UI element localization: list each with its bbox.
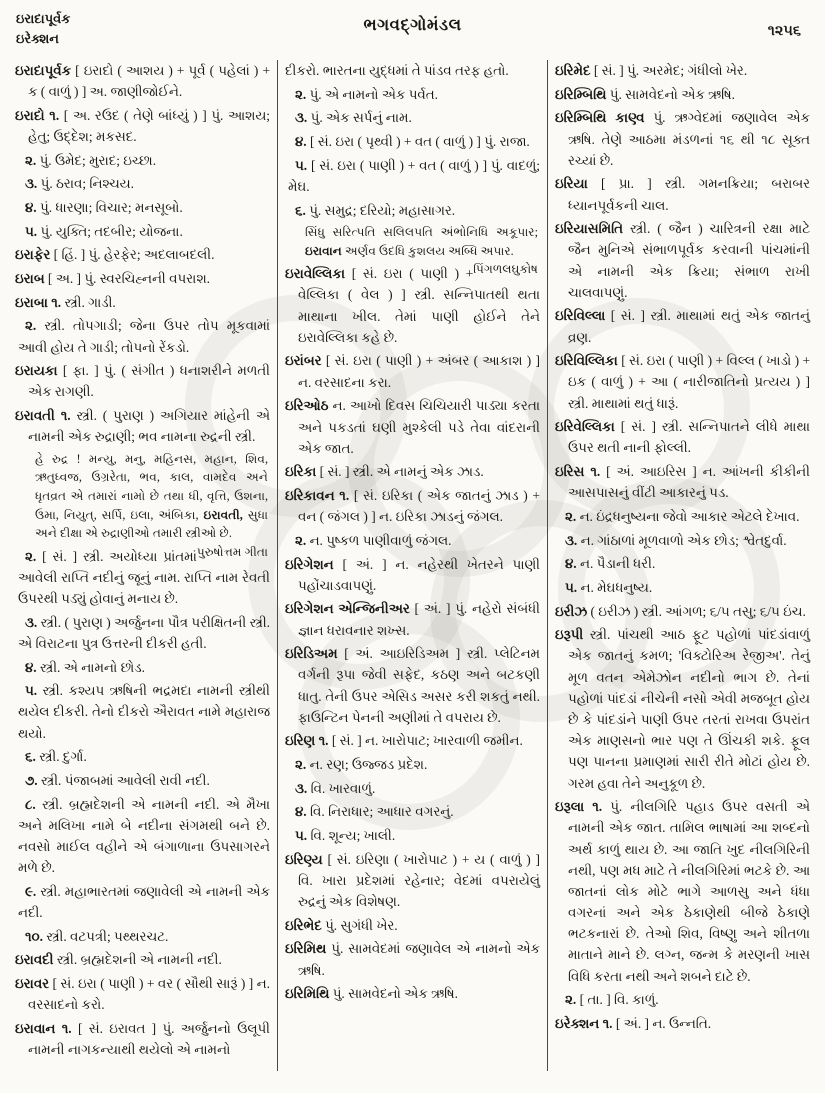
text-run: પું. સમુદ્ર; દરિયો; મહાસાગર. (305, 202, 456, 218)
headword-bold: ઇરિવિલ્લિકા (555, 353, 618, 369)
dictionary-entry (15, 405, 270, 447)
text-run: [ અં. આઇરિસ ] ન. આંખની કીકીની આસપાસનું વીંટી આકારનું પડ. (568, 464, 810, 501)
entry-sense (15, 926, 270, 947)
text-run: સ્ત્રી. ( જૈન ) ચારિત્રની રક્ષા માટે જૈન મુનિએ સંભાળપૂર્વક કરવાની પાંચમાંની એ નામની એક ક્રિયા; સંભાળ રાખી ચાલવાપણું. (568, 221, 810, 300)
text-run: સ્ત્રી. દુર્ગા. (35, 749, 87, 765)
entry-sense (555, 553, 810, 574)
dictionary-entry (15, 973, 270, 1015)
dictionary-entry (15, 105, 270, 147)
dictionary-entry (285, 938, 540, 980)
headword-bold: ૨. (25, 318, 37, 334)
text-run: [ અ. રઉદ ( તેણે બાંધ્યું ) ] પું. આશય; હેતુ; ઉદ્દેશ; મકસદ. (28, 107, 271, 145)
text-run: [ સં. ઇરા ( પૃથ્વી ) + વત ( વાળું ) ] પું. રાજા. (306, 134, 530, 150)
dictionary-entry (15, 60, 270, 102)
headword-bold: ઇરૂલા ૧. (555, 799, 603, 815)
headword-bold: ૬. (295, 202, 306, 218)
headword-bold: ઇરિવિલ્લા (555, 308, 606, 324)
headword-bold: ઇરિગેશન એન્જિનીઅર (285, 601, 410, 617)
text-run: [ ફા. ] પું. ( સંગીત ) ધનાશરીને મળતી એક રાગણી. (28, 363, 270, 400)
verse-attribution: પિંગળલઘુકોષ (473, 262, 538, 277)
text-run: વિ. નિરાધાર; આધાર વગરનું. (306, 804, 454, 820)
text-run: [ સં. ] સ્ત્રી. સન્નિપાતને લીધે માથા ઉપર થતી નાની ફોલ્લી. (568, 419, 810, 456)
dictionary-entry (285, 554, 540, 596)
entry-sense (15, 770, 270, 791)
dictionary-entry (555, 461, 810, 503)
dictionary-entry (15, 268, 270, 289)
text-run: સ્ત્રી. પાંચથી આઠ ફૂટ પહોળાં પાંદડાંવાળું એક જાતનું કમળ; 'વિક્ટોરિઅ રેજીઅ'. તેનું મૂળ વતન એમેઝોન નદીનો ભાગ છે. તેનાં પહોળાં પાંદડાં નીચેની નસો એવી મજબૂત હોય છે કે પાંદડાંને પાણી ઉપર તરતાં રાખવા ઉપરાંત એક માણસનો ભાર પણ તે ઊંચકી શકે. ફૂલ પણ પાનના પ્રમાણમાં સારી રીતે મોટાં હોય છે. ગરમ હવા તેને અનુકૂળ છે. (568, 627, 810, 791)
entry-sense (15, 612, 270, 654)
entry-sense (15, 680, 270, 744)
dictionary-entry (555, 350, 810, 414)
dictionary-entry (555, 173, 810, 215)
entry-sense (285, 131, 540, 152)
text-run: સ્ત્રી. કશ્યપ ઋષિની ભદ્રમદા નામની સ્ત્રીથી થયેલ દીકરી. તેનો દીકરો ઐરાવત નામે મહારાજ થયો. (18, 683, 270, 741)
text-run: પું. સામવેદમાં જણાવેલ એ નામનો એક ઋષિ. (298, 941, 540, 978)
text-run: [ તા. ] વિ. કાળું. (576, 992, 659, 1008)
text-run: સ્ત્રી. ( પુરાણ ) અર્જુનના પૌત્ર પરીક્ષિતની સ્ત્રી. એ વિરાટના પુત્ર ઉત્તરની દીકરી હતી. (18, 614, 270, 651)
dictionary-entry (15, 292, 270, 313)
text-run: સ્ત્રી. ( પુરાણ ) અગિયાર માંહેની એ નામની એક રુદ્રાણી; ભવ નામના રુદ્રની સ્ત્રી. (28, 408, 271, 445)
page-number: ૧૨૫૬ (767, 23, 801, 39)
entry-sense (15, 794, 270, 879)
guide-word-last: ઇરેક્શન (16, 30, 59, 46)
text-run: સ્ત્રી. મહાભારતમાં જણાવેલી એ નામની એક નદી. (18, 883, 270, 920)
dictionary-entry (555, 416, 810, 458)
entry-sense (15, 881, 270, 923)
headword-bold: ૫. (25, 223, 38, 239)
headword-bold: ઇરિમેદ (555, 63, 591, 78)
text-run: [ સં. ઇરા ( પાણી ) + વેલ્લિકા ( વેલ ) ] સ્ત્રી. સન્નિપાતથી થતા માથાના ખીલ. તેમાં પાણી હોઈને તેને ઇરાવેલ્લિકા કહે છે. (298, 266, 540, 345)
dictionary-entry (15, 949, 270, 970)
text-run: ન. આખો દિવસ ચિચિયારી પાડ્યા કરતા અને પકડતાં ઘણી મુશ્કેલી પડે તેવા વાંદરાની એક જાત. (298, 398, 540, 456)
headword-bold: ૮. (25, 796, 36, 812)
text-run: દીકરો. ભારતના યુદ્ધમાં તે પાંડવ તરફ હતો. (285, 63, 509, 78)
entry-sense (285, 778, 540, 799)
text-run: [ સં. ઇરાવત ] પું. અર્જુનનો ઉલૂપી નામની નાગકન્યાથી થયેલો એ નામનો (28, 1020, 270, 1057)
headword-bold: ૩. (565, 532, 578, 548)
dictionary-entry (555, 107, 810, 171)
text-run: પું. યુક્તિ; તદબીર; યોજના. (37, 223, 183, 239)
headword-bold: ઇરાબા ૧. (15, 294, 62, 310)
column-2 (278, 58, 547, 1089)
entry-sense (15, 150, 270, 171)
headword-bold: ઇરાવર (15, 975, 50, 991)
entry-sense (285, 530, 540, 551)
text-run: પું. ઠરાવ; નિશ્ચય. (37, 176, 134, 192)
headword-bold: ૪. (25, 200, 37, 216)
dictionary-entry (285, 461, 540, 482)
entry-sense (555, 989, 810, 1010)
headword-bold: ૫. (295, 157, 308, 173)
text-run: [ સં. ] ન. ખારોપાટ; ખારવાળી જમીન. (328, 733, 523, 749)
entry-sense (15, 197, 270, 218)
headword-bold: ૫. (565, 579, 578, 595)
text-run: ન. ઇંદ્રધનુષ્યના જેવો આકાર એટલે દેખાવ. (576, 508, 800, 524)
verse-attribution: પુરુષોત્તમ ગીતા (196, 544, 268, 559)
text-run: [ અ. ] પું. સ્વરચિહ્નની વપરાશ. (44, 271, 211, 287)
dictionary-entry (555, 624, 810, 793)
dictionary-entry (555, 84, 810, 105)
headword-bold: ૨. (295, 757, 307, 773)
headword-bold: ઇરાવાન (305, 243, 342, 258)
entry-sense (285, 107, 540, 128)
dictionary-entry (555, 1013, 810, 1034)
entry-sense (555, 530, 810, 551)
headword-bold: ઇરિમિથિ (285, 986, 330, 1002)
text-run: પું. ઉમેદ; મુરાદ; ઇચ્છા. (36, 152, 157, 168)
text-run: [ સં. ] સ્ત્રી. અયોધ્યા પ્રાંતમાં આવેલી રાપ્તિ નદીનું જૂનું નામ. રાપ્તિ નામ રેવતી ઉપરથી પડ્યું હોવાનું મનાય છે. (18, 548, 270, 606)
headword-bold: ૪. (295, 134, 307, 150)
headword-bold: ૩. (25, 614, 38, 630)
headword-bold: ઇરાવતી ૧. (15, 408, 71, 424)
headword-bold: ૫. (295, 828, 308, 844)
headword-bold: ઇરિડિઅમ (285, 646, 338, 662)
dictionary-entry (15, 360, 270, 402)
text-run: [ અં. ] ન. નહેરથી ખેતરને પાણી પહોંચાડવાપણું. (298, 556, 540, 593)
headword-bold: ઇરૂપી (555, 627, 584, 643)
entry-sense (15, 746, 270, 767)
headword-bold: ઇરિકાવન ૧. (285, 488, 350, 504)
headword-bold: ઇરિગેશન (285, 556, 334, 572)
headword-bold: ઇરાંબર (285, 353, 322, 369)
entry-sense (285, 84, 540, 105)
headword-bold: ઇરાવદી (15, 952, 54, 968)
headword-bold: ઇરાબ (15, 271, 45, 287)
text-run: [ ઇરાદો ( આશય ) + પૂર્વ ( પહેલાં ) + ક ( વાળું ) ] અ. જાણીજોઈને. (28, 63, 270, 100)
dictionary-entry (555, 218, 810, 303)
headword-bold: ઇરિમ્બિથિ કાણ્વ (555, 110, 645, 126)
entry-sense (285, 801, 540, 822)
column-3 (548, 58, 817, 1089)
text-run: સ્ત્રી. એ નામનો છોડ. (36, 659, 145, 675)
headword-bold: ૨. (25, 548, 37, 564)
text-run: ન. રણ; ઉજ્જડ પ્રદેશ. (306, 757, 428, 773)
text-run: સ્ત્રી. પંજાબમાં આવેલી રાવી નદી. (37, 772, 210, 788)
text-run: સિંધુ સરિત્પતિ સલિલપતિ અંભોનિધિ અકૂપાર; (305, 225, 538, 240)
dictionary-entry (285, 350, 540, 392)
text-run: પું. સુગંધી ખેર. (321, 917, 398, 933)
headword-bold: ઇરિભેદ (285, 917, 322, 933)
dictionary-entry (285, 643, 540, 728)
dictionary-entry (285, 983, 540, 1004)
text-run: પું. સામવેદનો એક ઋષિ. (606, 86, 736, 102)
text-run: પું. એ નામનો એક પર્વત. (306, 86, 438, 102)
headword-bold: ઇરાવતી, (203, 507, 243, 522)
headword-bold: ૨. (25, 152, 37, 168)
text-run: [ સં. ઇરા ( પાણી ) + વર ( સૌથી સારૂં ) ] ન. વરસાદનો કરો. (28, 975, 270, 1013)
headword-bold: ઇરિસ ૧. (555, 464, 601, 480)
text-run: [ સં. ] સ્ત્રી. એ નામનું એક ઝાડ. (316, 464, 484, 480)
entry-sense (285, 155, 540, 197)
entry-sense (15, 657, 270, 678)
text-run: [ સં. ઇરા ( પાણી ) + વત ( વાળું ) ] પું. વાદળું; મેઘ. (288, 157, 540, 194)
headword-bold: ૯. (25, 883, 37, 899)
headword-bold: ૧૦. (25, 928, 43, 944)
headword-bold: ૫. (25, 683, 38, 699)
page-header (0, 0, 825, 58)
headword-bold: ઇરિવેલ્લિકા (555, 419, 615, 435)
entry-sense (555, 506, 810, 527)
text-run: પું. સામવેદનો એક ઋષિ. (329, 986, 458, 1002)
headword-bold: ઇરાવેલ્લિકા (285, 266, 346, 282)
dictionary-entry (285, 395, 540, 459)
guide-word-first: ઇરાદાપૂર્વક (16, 11, 71, 26)
column-1 (8, 58, 277, 1089)
headword-bold: ૩. (25, 176, 38, 192)
headword-bold: ૨. (565, 992, 577, 1008)
entry-continuation (285, 60, 540, 81)
headword-bold: ઇરિણ્ય (285, 851, 323, 867)
text-run: [ હિં. ] પું. હેરફેર; અદલાબદલી. (50, 247, 215, 263)
headword-bold: ૩. (295, 110, 308, 126)
text-run: [ સં. ઇરિણા ( ખારોપાટ ) + ય ( વાળું ) ] વિ. ખારા પ્રદેશમાં રહેનાર; વેદમાં વપરાયેલું રુદ્રનું એક વિશેષણ. (298, 851, 540, 910)
headword-bold: ૨. (295, 532, 307, 548)
dictionary-entry (285, 730, 540, 751)
dictionary-entry (15, 244, 270, 265)
headword-bold: ઇરેક્શન ૧. (555, 1015, 613, 1031)
headword-bold: ઇરીઝ (555, 603, 588, 619)
text-run: પું. એક સર્પનું નામ. (307, 110, 412, 126)
headword-bold: ઇરાવાન ૧. (15, 1020, 72, 1036)
text-run: સ્ત્રી. ગાડી. (61, 294, 116, 310)
text-run: [ સં. ઇરા ( પાણી ) + અંબર ( આકાશ ) ] ન. વરસાદના કરા. (298, 353, 540, 390)
verse-quote (15, 450, 270, 559)
text-run: પું. ધારણા; વિચાર; મનસૂબો. (36, 200, 183, 216)
text-run: પું. નીલગિરિ પહાડ ઉપર વસતી એ નામની એક જાત. તામિલ ભાષામાં આ શબ્દનો અર્થ કાળું થાય છે. આ જાતિ ખુદ નીલગિરિની નથી, પણ મધ માટે તે નીલગિરિમાં ભટકે છે. આ જાતનાં લોક મોટે ભાગે આળસુ અને ધંધા વગરનાં અને એક ઠેકાણેથી બીજે ઠેકાણે ભટકનારાં છે. તેઓ શિવ, વિષ્ણુ અને શીતળા માતાને માને છે. લગ્ન, જન્મ કે મરણની ખાસ વિધિ કરતા નથી અને શબને દાટે છે. (568, 799, 810, 984)
dictionary-entry (285, 915, 540, 936)
headword-bold: ઇરાફેર (15, 247, 51, 263)
headword-bold: ૨. (565, 508, 577, 524)
text-run: સ્ત્રી. તોપગાડી; જેના ઉપર તોપ મૂકવામાં આવી હોય તે ગાડી; તોપનો રેંકડો. (18, 318, 270, 355)
entry-sense (15, 173, 270, 194)
text-run: [ પ્રા. ] સ્ત્રી. ગમનક્રિયા; બરાબર ધ્યાનપૂર્વકની ચાલ. (568, 176, 810, 213)
text-run: [ સં. ઇરા ( પાણી ) + વિલ્લ ( ખાડો ) + ઇક ( વાળું ) + આ ( નારીજાતિનો પ્રત્યય ) ] સ્ત્રી. માથામાં થતું ધારૂં. (568, 353, 810, 411)
dictionary-entry (285, 849, 540, 913)
text-run: વિ. શૂન્ય; ખાલી. (307, 828, 396, 844)
headword-bold: ૩. (295, 780, 308, 796)
headword-bold: ૭. (25, 772, 38, 788)
text-run: સુધા અને દીક્ષા એ રુદ્રાણીઓ તમારી સ્ત્રીઓ છે. (35, 507, 268, 541)
text-run: [ અં. ] ન. ઉન્નતિ. (612, 1015, 712, 1031)
text-run: ન. મેઘધનુષ્ય. (577, 579, 653, 595)
headword-bold: ૨. (295, 86, 307, 102)
entry-sense (15, 315, 270, 357)
text-run: ન. પુષ્કળ પાણીવાળું જંગલ. (306, 532, 452, 548)
text-run: ન. ગાંઠાળાં મૂળવાળો એક છોડ; શ્વેતદુર્વા. (577, 532, 787, 548)
text-run: [ અં. ] પું. નહેરો સંબંધી જ્ઞાન ધરાવનાર શખ્સ. (298, 601, 540, 638)
entry-sense (555, 577, 810, 598)
text-run: સ્ત્રી. વટપત્રી; પથ્થરચટ. (42, 928, 169, 944)
headword-bold: ઇરિઓઠ (285, 398, 329, 414)
text-run: [ અં. આઇરિડિઅમ ] સ્ત્રી. પ્લેટિનમ વર્ગની રૂપા જેવી સફેદ, કઠણ અને બટકણી ધાતુ. તેની ઉપર એસિડ અસર કરી શકતું નથી. ફાઉન્ટિન પેનની અણીમાં તે વપરાય છે. (298, 646, 540, 725)
text-run: ( ઇરીઝ ) સ્ત્રી. આંગળ; ૬/૫ તસુ; ૬/૫ ઇંચ. (587, 603, 806, 619)
headword-bold: ઇરિકા (285, 464, 317, 480)
dictionary-entry (555, 601, 810, 622)
headword-bold: ઇરિયાસમિતિ (555, 221, 624, 237)
book-title: ભગવદ્ગોમંડલ (363, 15, 462, 34)
headword-bold: ઇરાયકા (15, 363, 58, 379)
entry-sense (285, 200, 540, 221)
headword-bold: ૪. (25, 659, 37, 675)
dictionary-entry (555, 305, 810, 347)
text-run: [ સં. ] પું. અરમેદ; ગંધીલો ખેર. (590, 63, 748, 78)
text-run: ન. પૈડાની ધરી. (576, 556, 656, 572)
headword-bold: ઇરાદાપૂર્વક (15, 63, 72, 78)
text-run: અર્ણવ ઉદધિ કુશલય અબ્ધિ અપાર. (341, 243, 514, 258)
headword-bold: ઇરિણ ૧. (285, 733, 329, 749)
entry-sense (285, 825, 540, 846)
entry-sense (15, 221, 270, 242)
text-run: હે રુદ્ર ! મન્યુ, મનુ, મહિનસ, મહાન, શિવ, ઋતુધ્વજ, ઉગ્રરેતા, ભવ, કાલ, વામદેવ અને ધૃતવ્રત એ તમારાં નામો છે તથા ધી, વૃત્તિ, ઉશના, ઉમા, નિયુત્, સર્પિ, ઇલા, અંબિકા, (35, 451, 268, 522)
headword-bold: ૬. (25, 749, 36, 765)
dictionary-entry (285, 485, 540, 527)
text-run: સ્ત્રી. બ્રહ્મદેશની એ નામની નદી. એ મૈખા અને મલિખા નામે બે નદીના સંગમથી બને છે. નવસો માઈલ વહીને એ બંગાળાના ઉપસાગરને મળે છે. (18, 796, 270, 876)
dictionary-entry (555, 796, 810, 987)
text-run: [ સં. ઇરિકા ( એક જાતનું ઝાડ ) + વન ( જંગલ ) ] ન. ઇરિકા ઝાડનું જંગલ. (298, 488, 540, 525)
headword-bold: ૪. (565, 556, 577, 572)
text-run: સ્ત્રી. બ્રહ્મદેશની એ નામની નદી. (53, 952, 222, 968)
dictionary-entry (555, 60, 810, 81)
headword-bold: ઇરિમ્બિથિ (555, 86, 607, 102)
entry-sense (285, 754, 540, 775)
headword-bold: ઇરિમિથ (285, 941, 327, 957)
headword-bold: ઇરાદો ૧. (15, 107, 60, 123)
text-run: વિ. ખારવાળું. (307, 780, 376, 796)
dictionary-columns (8, 58, 817, 1089)
headword-bold: ૪. (295, 804, 307, 820)
dictionary-entry (285, 598, 540, 640)
headword-bold: ઇરિયા (555, 176, 588, 192)
dictionary-entry (15, 1018, 270, 1060)
text-run: [ સં. ] સ્ત્રી. માથામાં થતું એક જાતનું વ્રણ. (568, 308, 810, 345)
text-run: પું. ઋગ્વેદમાં જણાવેલ એક ઋષિ. તેણે આઠમા મંડળનાં ૧૬ થી ૧૮ સૂક્ત રચ્યાં છે. (568, 110, 810, 168)
